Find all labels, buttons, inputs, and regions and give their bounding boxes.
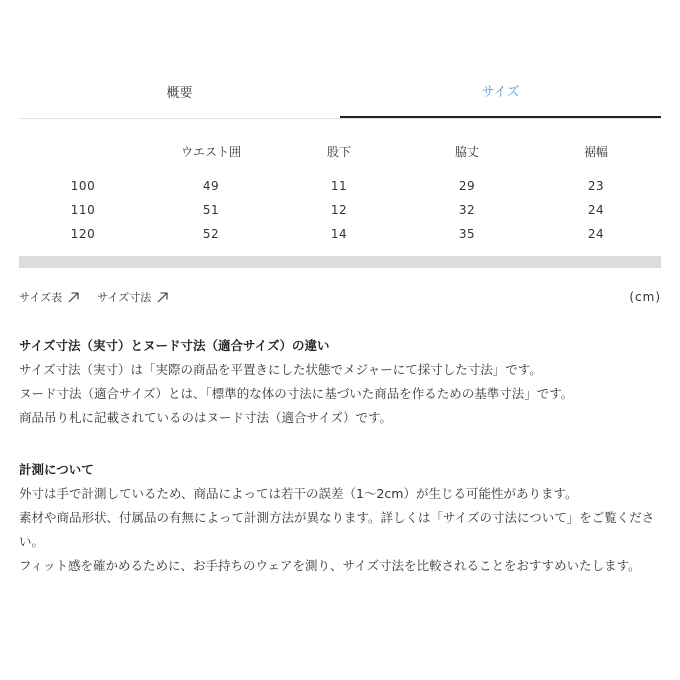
table-header-cell: 脇丈 — [454, 144, 479, 159]
table-row — [19, 198, 661, 222]
table-cell: 24 — [587, 203, 605, 217]
table-cell: 51 — [202, 203, 220, 217]
size-measure-link[interactable] — [97, 289, 168, 305]
table-cell: 11 — [330, 179, 348, 193]
size-difference-section — [19, 334, 664, 430]
section-heading: 計測について — [19, 462, 94, 477]
size-table — [19, 138, 661, 246]
unit-label: (cm) — [629, 290, 661, 304]
table-cell: 14 — [330, 227, 348, 241]
table-cell: 110 — [70, 203, 96, 217]
table-cell: 52 — [202, 227, 220, 241]
size-chart-link-label: サイズ表 — [19, 291, 63, 304]
table-header-row — [19, 138, 661, 164]
table-header-cell: 股下 — [326, 144, 351, 159]
table-spacer — [19, 164, 661, 174]
table-cell: 100 — [70, 179, 96, 193]
external-arrow-icon — [68, 292, 79, 303]
section-text: ヌード寸法（適合サイズ）とは、「標準的な体の寸法に基づいた商品を作るための基準寸法」です。 — [19, 386, 574, 401]
section-heading: サイズ寸法（実寸）とヌード寸法（適合サイズ）の違い — [19, 338, 330, 353]
table-header-cell: ウエスト囲 — [180, 144, 241, 159]
table-cell: 23 — [587, 179, 605, 193]
table-header-cell — [19, 138, 147, 164]
section-text: 素材や商品形状、付属品の有無によって計測方法が異なります。詳しくは「サイズの寸法について」をご覧ください。 — [19, 510, 655, 549]
size-chart-link[interactable] — [19, 289, 79, 305]
table-cell: 120 — [70, 227, 96, 241]
table-header-cell: 裾幅 — [583, 144, 608, 159]
section-text: フィット感を確かめるために、お手持ちのウェアを測り、サイズ寸法を比較されることをおすすめいたします。 — [19, 558, 641, 573]
external-arrow-icon — [157, 292, 168, 303]
size-measure-link-label: サイズ寸法 — [97, 291, 152, 304]
size-links — [19, 287, 661, 307]
table-cell: 35 — [458, 227, 476, 241]
table-row — [19, 174, 661, 198]
table-cell: 29 — [458, 179, 476, 193]
table-row — [19, 222, 661, 246]
table-cell: 12 — [330, 203, 348, 217]
measurement-section — [19, 458, 664, 578]
tab-size[interactable]: サイズ — [340, 68, 661, 118]
section-text: サイズ寸法（実寸）は「実際の商品を平置きにした状態でメジャーにて採寸した寸法」です。 — [19, 362, 542, 377]
horizontal-scrollbar[interactable] — [19, 256, 661, 268]
table-cell: 49 — [202, 179, 220, 193]
section-text: 商品吊り札に記載されているのはヌード寸法（適合サイズ）です。 — [19, 410, 393, 425]
tab-overview[interactable]: 概要 — [166, 85, 193, 101]
section-text: 外寸は手で計測しているため、商品によっては若干の誤差（1〜2cm）が生じる可能性があります。 — [19, 486, 578, 501]
tab-bar — [19, 68, 661, 119]
table-cell: 32 — [458, 203, 476, 217]
table-cell: 24 — [587, 227, 605, 241]
